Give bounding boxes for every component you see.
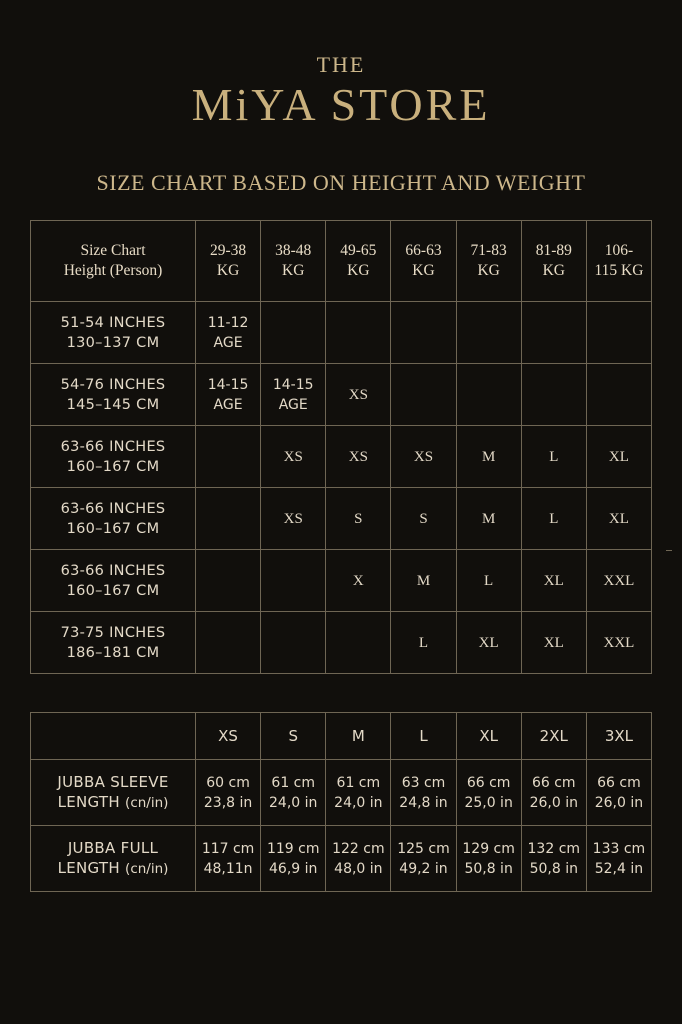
cell-line: M bbox=[416, 572, 431, 589]
cell-line: 51-54 INCHES bbox=[60, 314, 166, 331]
size-cell bbox=[521, 364, 586, 426]
cell-line: 49-65 bbox=[340, 242, 377, 259]
cell-line: 46,9 in bbox=[269, 860, 318, 877]
cell-line: L bbox=[484, 572, 494, 589]
measurement-cell bbox=[261, 760, 326, 826]
row-height-label bbox=[31, 550, 196, 612]
size-table-header-row bbox=[31, 221, 652, 302]
size-cell bbox=[196, 302, 261, 364]
cell-line: XS bbox=[348, 386, 368, 403]
size-cell bbox=[261, 364, 326, 426]
label-line: JUBBA SLEEVE bbox=[57, 773, 169, 791]
size-cell bbox=[586, 364, 651, 426]
cell-line: AGE bbox=[278, 396, 308, 413]
cell-line: 117 cm bbox=[201, 840, 255, 857]
size-cell bbox=[391, 488, 456, 550]
size-cell bbox=[456, 488, 521, 550]
table-row bbox=[31, 826, 652, 892]
size-chart-table bbox=[30, 220, 652, 674]
size-cell bbox=[521, 488, 586, 550]
size-cell bbox=[196, 426, 261, 488]
cell-line: Size Chart bbox=[80, 242, 146, 259]
cell-line: 115 KG bbox=[594, 262, 644, 279]
size-cell bbox=[521, 302, 586, 364]
cell-line: 24,0 in bbox=[334, 794, 383, 811]
cell-line: 29-38 bbox=[209, 242, 247, 259]
header-weight-range bbox=[196, 221, 261, 302]
cell-line: XL bbox=[608, 448, 629, 465]
measurement-cell bbox=[586, 760, 651, 826]
cell-line: 54-76 INCHES bbox=[60, 376, 166, 393]
size-cell bbox=[391, 612, 456, 674]
row-height-label bbox=[31, 426, 196, 488]
label-line bbox=[31, 792, 195, 813]
cell-line: KG bbox=[282, 262, 305, 279]
cell-line: 38-48 bbox=[275, 242, 312, 259]
size-cell bbox=[261, 612, 326, 674]
cell-line: 66 cm bbox=[597, 774, 641, 791]
cell-line: 14-15 bbox=[207, 376, 249, 393]
cell-line: 14-15 bbox=[272, 376, 314, 393]
table-row bbox=[31, 760, 652, 826]
cell-line: 119 cm bbox=[266, 840, 320, 857]
length-table-header-row bbox=[31, 713, 652, 760]
label-text: LENGTH bbox=[57, 793, 120, 811]
cell-line: 160–167 CM bbox=[66, 520, 160, 537]
cell-line: 66 cm bbox=[531, 774, 576, 791]
size-cell bbox=[391, 364, 456, 426]
cell-line: 66-63 bbox=[405, 242, 442, 259]
size-cell bbox=[456, 302, 521, 364]
size-cell bbox=[586, 550, 651, 612]
cell-line: KG bbox=[347, 262, 370, 279]
cell-line: 60 cm bbox=[206, 774, 250, 791]
cell-line: 73-75 INCHES bbox=[60, 624, 166, 641]
cell-line: KG bbox=[412, 262, 435, 279]
brand-name: MiYA STORE bbox=[191, 79, 491, 130]
size-cell bbox=[521, 612, 586, 674]
size-cell bbox=[261, 426, 326, 488]
unit-label: (cn/in) bbox=[125, 795, 169, 811]
cell-line: 63-66 INCHES bbox=[60, 438, 166, 455]
size-cell bbox=[196, 612, 261, 674]
measurement-cell bbox=[456, 826, 521, 892]
table-row bbox=[31, 302, 652, 364]
row-height-label bbox=[31, 488, 196, 550]
cell-line: 50,8 in bbox=[464, 860, 513, 877]
size-cell bbox=[326, 426, 391, 488]
cell-line: XS bbox=[283, 510, 303, 527]
cell-line: 145–145 CM bbox=[66, 396, 160, 413]
cell-line: AGE bbox=[213, 396, 243, 413]
size-cell bbox=[196, 488, 261, 550]
label-line: JUBBA FULL bbox=[67, 839, 159, 857]
size-cell bbox=[326, 612, 391, 674]
measurement-cell bbox=[326, 826, 391, 892]
size-cell bbox=[456, 426, 521, 488]
size-cell bbox=[456, 612, 521, 674]
header-height-label bbox=[31, 221, 196, 302]
measurement-cell bbox=[521, 826, 586, 892]
cell-line: S bbox=[354, 510, 363, 527]
cell-line: 133 cm bbox=[592, 840, 646, 857]
cell-line: 23,8 in bbox=[203, 794, 253, 811]
size-cell bbox=[326, 488, 391, 550]
size-cell bbox=[326, 364, 391, 426]
brand-prefix: THE bbox=[316, 52, 366, 77]
cell-line: 11-12 bbox=[207, 314, 249, 331]
header-size: 3XL bbox=[586, 713, 651, 760]
row-measure-label bbox=[31, 826, 196, 892]
cell-line: S bbox=[419, 510, 428, 527]
cell-line: AGE bbox=[213, 334, 243, 351]
size-cell bbox=[391, 302, 456, 364]
header-weight-range bbox=[391, 221, 456, 302]
size-cell bbox=[261, 550, 326, 612]
size-cell bbox=[586, 426, 651, 488]
row-height-label bbox=[31, 612, 196, 674]
measurement-cell bbox=[586, 826, 651, 892]
cell-line: 130–137 CM bbox=[66, 334, 160, 351]
cell-line: 66 cm bbox=[466, 774, 511, 791]
cell-line: 48,11n bbox=[203, 860, 253, 877]
header-weight-range bbox=[586, 221, 651, 302]
measurement-cell bbox=[391, 826, 456, 892]
size-cell bbox=[456, 550, 521, 612]
cell-line: XL bbox=[478, 634, 499, 651]
header-size: L bbox=[391, 713, 456, 760]
row-measure-label bbox=[31, 760, 196, 826]
table-row bbox=[31, 426, 652, 488]
edge-mark bbox=[666, 550, 672, 551]
cell-line: 81-89 bbox=[535, 242, 572, 259]
header-size: S bbox=[261, 713, 326, 760]
label-line bbox=[31, 858, 195, 879]
cell-line: XL bbox=[608, 510, 629, 527]
row-height-label bbox=[31, 364, 196, 426]
measurement-cell bbox=[391, 760, 456, 826]
cell-line: L bbox=[418, 634, 429, 651]
cell-line: 24,8 in bbox=[399, 794, 448, 811]
header-empty-cell bbox=[31, 713, 196, 760]
cell-line: Height (Person) bbox=[63, 262, 163, 279]
header-weight-range bbox=[521, 221, 586, 302]
cell-line: 63-66 INCHES bbox=[60, 500, 166, 517]
size-cell bbox=[326, 550, 391, 612]
size-cell bbox=[586, 488, 651, 550]
cell-line: 25,0 in bbox=[464, 794, 513, 811]
header-size: XL bbox=[456, 713, 521, 760]
size-cell bbox=[586, 302, 651, 364]
size-cell bbox=[326, 302, 391, 364]
unit-label: (cn/in) bbox=[125, 861, 169, 877]
size-cell bbox=[456, 364, 521, 426]
table-row bbox=[31, 488, 652, 550]
measurement-cell bbox=[521, 760, 586, 826]
cell-line: L bbox=[549, 510, 559, 527]
size-cell bbox=[261, 488, 326, 550]
measurement-cell bbox=[196, 826, 261, 892]
cell-line: 63-66 INCHES bbox=[60, 562, 166, 579]
cell-line: M bbox=[481, 448, 496, 465]
cell-line: XXL bbox=[603, 634, 635, 651]
cell-line: 106- bbox=[604, 242, 634, 259]
cell-line: 122 cm bbox=[332, 840, 385, 857]
cell-line: 125 cm bbox=[397, 840, 450, 857]
size-cell bbox=[196, 364, 261, 426]
cell-line: KG bbox=[542, 262, 565, 279]
measurement-cell bbox=[261, 826, 326, 892]
cell-line: KG bbox=[477, 262, 500, 279]
table-row bbox=[31, 612, 652, 674]
cell-line: 24,0 in bbox=[269, 794, 318, 811]
cell-line: 50,8 in bbox=[529, 860, 578, 877]
cell-line: XS bbox=[283, 448, 303, 465]
cell-line: L bbox=[549, 448, 559, 465]
header-size: 2XL bbox=[521, 713, 586, 760]
cell-line: XL bbox=[543, 634, 564, 651]
cell-line: M bbox=[481, 510, 496, 527]
header-weight-range bbox=[326, 221, 391, 302]
cell-line: XXL bbox=[603, 572, 635, 589]
cell-line: 160–167 CM bbox=[66, 458, 160, 475]
cell-line: 186–181 CM bbox=[66, 644, 160, 661]
cell-line: XS bbox=[413, 448, 434, 465]
cell-line: 63 cm bbox=[401, 774, 446, 791]
cell-line: 132 cm bbox=[527, 840, 581, 857]
header-size: M bbox=[326, 713, 391, 760]
cell-line: KG bbox=[216, 262, 240, 279]
cell-line: XS bbox=[348, 448, 368, 465]
cell-line: 61 cm bbox=[336, 774, 381, 791]
size-cell bbox=[521, 426, 586, 488]
cell-line: 61 cm bbox=[271, 774, 316, 791]
table-row bbox=[31, 364, 652, 426]
cell-line: 26,0 in bbox=[594, 794, 644, 811]
size-cell bbox=[521, 550, 586, 612]
cell-line: 48,0 in bbox=[334, 860, 383, 877]
measurement-cell bbox=[456, 760, 521, 826]
header-weight-range bbox=[456, 221, 521, 302]
row-height-label bbox=[31, 302, 196, 364]
size-cell bbox=[586, 612, 651, 674]
chart-title: SIZE CHART BASED ON HEIGHT AND WEIGHT bbox=[96, 170, 586, 195]
cell-line: 71-83 bbox=[470, 242, 507, 259]
cell-line: 129 cm bbox=[462, 840, 515, 857]
length-chart-table bbox=[30, 712, 652, 892]
cell-line: X bbox=[352, 572, 364, 589]
cell-line: 160–167 CM bbox=[66, 582, 160, 599]
header-size: XS bbox=[196, 713, 261, 760]
measurement-cell bbox=[326, 760, 391, 826]
cell-line: XL bbox=[543, 572, 564, 589]
cell-line: 52,4 in bbox=[594, 860, 644, 877]
size-cell bbox=[261, 302, 326, 364]
size-cell bbox=[196, 550, 261, 612]
header-weight-range bbox=[261, 221, 326, 302]
size-cell bbox=[391, 426, 456, 488]
measurement-cell bbox=[196, 760, 261, 826]
label-text: LENGTH bbox=[57, 859, 120, 877]
size-cell bbox=[391, 550, 456, 612]
cell-line: 26,0 in bbox=[529, 794, 578, 811]
cell-line: 49,2 in bbox=[399, 860, 448, 877]
table-row bbox=[31, 550, 652, 612]
